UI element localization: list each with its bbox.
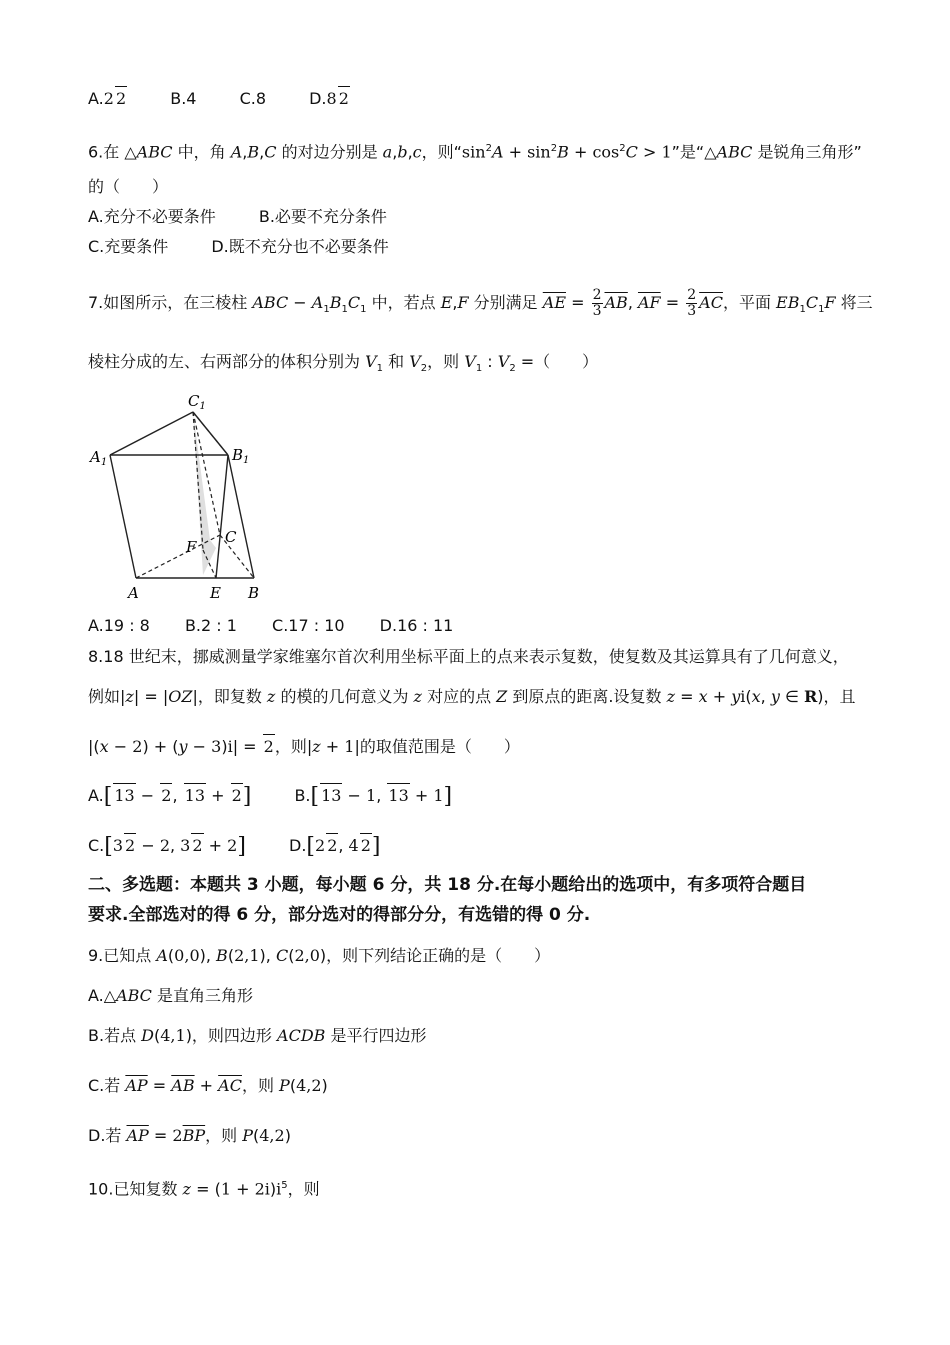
q8-options-row2 bbox=[88, 833, 381, 859]
q7-option-a: A.19 : 8 bbox=[88, 616, 150, 635]
q8-stem-line2: 例如|z| = |OZ|，即复数 z 的模的几何意义为 z 对应的点 Z 到原点的距离.设复数 z = x + yi(x, y ∈ R)，且 bbox=[88, 687, 856, 706]
q9-option-c: C.若 $\overline{AP} = \overline{AB} + \overline{AC}$，则 P(4,2) bbox=[88, 1076, 328, 1095]
q5-option-c: C.8 bbox=[239, 89, 266, 108]
q7-option-b: B.2 : 1 bbox=[184, 616, 237, 635]
q6-stem-line2: 的（ ） bbox=[88, 177, 169, 196]
q7-stem-line1: 7.如图所示，在三棱柱 ABC − $A_1B_1C_1$ 中，若点 E,F 分别满足 $\overline{AE}$ = $\frac{2}{3}$ $\overline{AB}$, $\overline{AF}$ = $\frac{2}{3}$ $\overline{AC}$，平面 $EB_1C_1F$ 将三 bbox=[88, 287, 873, 319]
q6-option-a: A.充分不必要条件 bbox=[88, 207, 216, 226]
q8-stem-line3: |(x − 2) + (y − 3)i| = 2，则|z + 1|的取值范围是（ ） bbox=[88, 734, 520, 759]
q7-options bbox=[88, 614, 453, 638]
q6-option-d: D.既不充分也不必要条件 bbox=[211, 237, 389, 256]
q6-options-row2 bbox=[88, 235, 389, 259]
q5-option-b: B.4 bbox=[170, 89, 197, 108]
q8-option-c: C.[3 2 − 2, 3 2 + 2] bbox=[88, 834, 246, 859]
q6-option-c: C.充要条件 bbox=[88, 237, 169, 256]
q5-options bbox=[88, 86, 350, 111]
q5-option-d: D.8 2 bbox=[309, 89, 350, 108]
label-f: F bbox=[186, 538, 197, 556]
q9-option-a: A.△ABC 是直角三角形 bbox=[88, 986, 254, 1005]
edge-a1-c1 bbox=[110, 412, 193, 455]
edge-a1-a bbox=[110, 455, 136, 578]
edge-b1-b bbox=[228, 455, 254, 578]
label-e: E bbox=[210, 584, 221, 602]
prism-figure bbox=[80, 390, 280, 605]
q9-option-d: D.若 $\overline{AP} = 2\overline{BP}$，则 P(4,2) bbox=[88, 1126, 291, 1145]
q10-stem: 10.已知复数 $z = (1 + 2i)i^5$，则 bbox=[88, 1179, 320, 1199]
label-a1: $A_1$ bbox=[90, 448, 108, 468]
section2-heading-line1: 二、多选题：本题共 3 小题，每小题 6 分，共 18 分.在每小题给出的选项中，有多项符合题目 bbox=[88, 875, 807, 895]
q9-option-b: B.若点 D(4,1)，则四边形 ACDB 是平行四边形 bbox=[88, 1026, 427, 1045]
q8-stem-line1: 8.18 世纪末，挪威测量学家维塞尔首次利用坐标平面上的点来表示复数，使复数及其运算具有了几何意义， bbox=[88, 647, 849, 666]
label-b: B bbox=[248, 584, 260, 602]
q6-stem-line1: 6.在 △ABC 中，角 A,B,C 的对边分别是 a,b,c，则“$\sin^2A + \sin^2B + \cos^2C > 1$”是“△ABC 是锐角三角形” bbox=[88, 142, 862, 162]
q8-option-b: B.[ 13 − 1, 13 + 1] bbox=[294, 784, 453, 809]
q6-option-b: B.必要不充分条件 bbox=[258, 207, 387, 226]
q6-options-row1 bbox=[88, 205, 387, 229]
q8-option-d: D.[2 2, 4 2] bbox=[289, 834, 381, 859]
label-a: A bbox=[128, 584, 139, 602]
q5-option-a: A.2 2 bbox=[88, 89, 127, 108]
label-c: C bbox=[225, 528, 237, 546]
q8-options-row1 bbox=[88, 783, 452, 809]
label-b1: $B_1$ bbox=[232, 446, 250, 466]
q8-option-a: A.[ 13 − 2, 13 + 2] bbox=[88, 784, 252, 809]
q7-stem-line2: 棱柱分成的左、右两部分的体积分别为 $V_1$ 和 $V_2$，则 $V_1$ : $V_2$ =（ ） bbox=[88, 352, 599, 375]
section2-heading-line2: 要求.全部选对的得 6 分，部分选对的得部分分，有选错的得 0 分. bbox=[88, 905, 591, 925]
q7-option-d: D.16 : 11 bbox=[379, 616, 454, 635]
q7-option-c: C.17 : 10 bbox=[272, 616, 345, 635]
label-c1: $C_1$ bbox=[188, 392, 206, 412]
edge-b1-e bbox=[216, 455, 228, 578]
q9-stem: 9.已知点 A(0,0), B(2,1), C(2,0)，则下列结论正确的是（ ） bbox=[88, 946, 551, 965]
